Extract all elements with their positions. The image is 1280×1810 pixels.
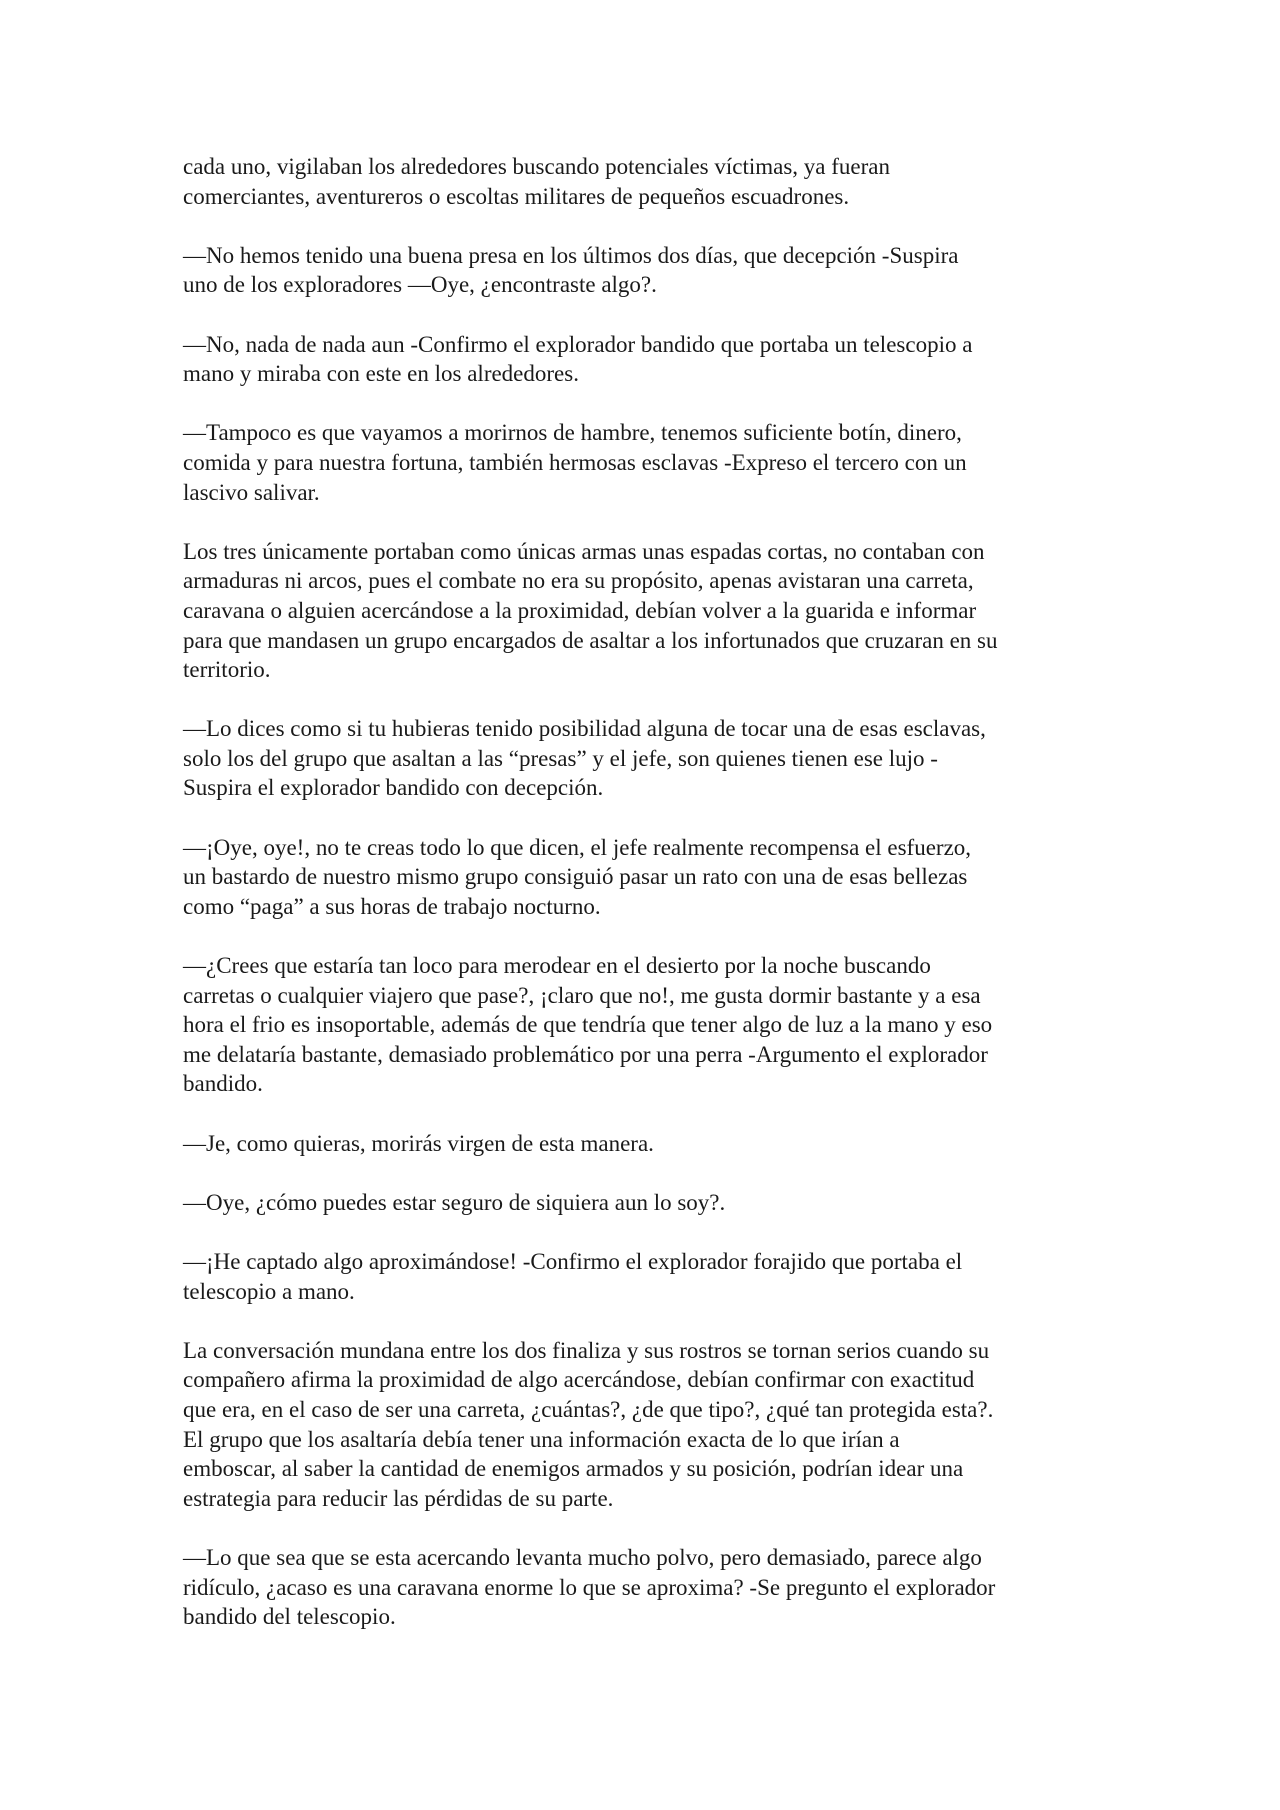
text-line: mano y miraba con este en los alrededores. xyxy=(183,361,579,387)
paragraph xyxy=(183,1247,1103,1306)
text-line: territorio. xyxy=(183,657,271,683)
text-line: comida y para nuestra fortuna, también hermosas esclavas -Expreso el tercero con un xyxy=(183,449,967,475)
text-line: que era, en el caso de ser una carreta, ¿cuántas?, ¿de que tipo?, ¿qué tan protegida esta?. xyxy=(183,1396,994,1422)
paragraph xyxy=(183,152,1103,211)
text-line: comerciantes, aventureros o escoltas militares de pequeños escuadrones. xyxy=(183,183,850,209)
text-line: El grupo que los asaltaría debía tener una información exacta de lo que irían a xyxy=(183,1426,900,1452)
text-line: —¿Crees que estaría tan loco para merodear en el desierto por la noche buscando xyxy=(183,953,931,979)
text-line: —Lo que sea que se esta acercando levanta mucho polvo, pero demasiado, parece algo xyxy=(183,1544,982,1570)
text-line: bandido del telescopio. xyxy=(183,1604,396,1630)
text-line: —¡Oye, oye!, no te creas todo lo que dicen, el jefe realmente recompensa el esfuerzo, xyxy=(183,834,972,860)
text-line: hora el frio es insoportable, además de que tendría que tener algo de luz a la mano y eso xyxy=(183,1012,993,1038)
text-line: me delataría bastante, demasiado problemático por una perra -Argumento el explorador xyxy=(183,1041,988,1067)
text-line: lascivo salivar. xyxy=(183,479,320,505)
text-line: La conversación mundana entre los dos finaliza y sus rostros se tornan serios cuando su xyxy=(183,1337,990,1363)
paragraph xyxy=(183,418,1103,507)
paragraph xyxy=(183,241,1103,300)
text-line: un bastardo de nuestro mismo grupo consiguió pasar un rato con una de esas bellezas xyxy=(183,864,968,890)
paragraph xyxy=(183,537,1103,685)
text-line: emboscar, al saber la cantidad de enemigos armados y su posición, podrían idear una xyxy=(183,1456,964,1482)
paragraph xyxy=(183,1336,1103,1514)
text-line: —No, nada de nada aun -Confirmo el explorador bandido que portaba un telescopio a xyxy=(183,331,973,357)
text-line: estrategia para reducir las pérdidas de su parte. xyxy=(183,1485,614,1511)
text-line: ridículo, ¿acaso es una caravana enorme lo que se aproxima? -Se pregunto el explorador xyxy=(183,1574,996,1600)
paragraph xyxy=(183,951,1103,1099)
text-line: —Oye, ¿cómo puedes estar seguro de siquiera aun lo soy?. xyxy=(183,1189,726,1215)
paragraph xyxy=(183,833,1103,922)
paragraph xyxy=(183,1543,1103,1632)
text-line: carretas o cualquier viajero que pase?, ¡claro que no!, me gusta dormir bastante y a esa xyxy=(183,982,981,1008)
text-line: cada uno, vigilaban los alrededores buscando potenciales víctimas, ya fueran xyxy=(183,154,890,179)
text-line: armaduras ni arcos, pues el combate no era su propósito, apenas avistaran una carreta, xyxy=(183,568,974,594)
text-line: —Tampoco es que vayamos a morirnos de hambre, tenemos suficiente botín, dinero, xyxy=(183,420,962,446)
text-line: Suspira el explorador bandido con decepción. xyxy=(183,775,604,801)
text-line: solo los del grupo que asaltan a las “presas” y el jefe, son quienes tienen ese lujo - xyxy=(183,745,938,771)
text-line: Los tres únicamente portaban como únicas armas unas espadas cortas, no contaban con xyxy=(183,538,985,564)
text-line: caravana o alguien acercándose a la proximidad, debían volver a la guarida e informar xyxy=(183,597,977,623)
paragraph xyxy=(183,330,1103,389)
text-line: uno de los exploradores —Oye, ¿encontraste algo?. xyxy=(183,272,657,298)
paragraph xyxy=(183,714,1103,803)
text-line: como “paga” a sus horas de trabajo nocturno. xyxy=(183,893,601,919)
text-line: bandido. xyxy=(183,1071,263,1097)
paragraph xyxy=(183,1129,1103,1159)
text-line: —No hemos tenido una buena presa en los últimos dos días, que decepción -Suspira xyxy=(183,242,959,268)
text-line: —¡He captado algo aproximándose! -Confirmo el explorador forajido que portaba el xyxy=(183,1248,963,1274)
text-line: telescopio a mano. xyxy=(183,1278,355,1304)
document-body xyxy=(183,152,1103,1632)
text-line: para que mandasen un grupo encargados de asaltar a los infortunados que cruzaran en su xyxy=(183,627,998,653)
text-line: —Je, como quieras, morirás virgen de esta manera. xyxy=(183,1130,654,1156)
text-line: —Lo dices como si tu hubieras tenido posibilidad alguna de tocar una de esas esclavas, xyxy=(183,716,986,742)
text-line: compañero afirma la proximidad de algo acercándose, debían confirmar con exactitud xyxy=(183,1367,975,1393)
paragraph xyxy=(183,1188,1103,1218)
